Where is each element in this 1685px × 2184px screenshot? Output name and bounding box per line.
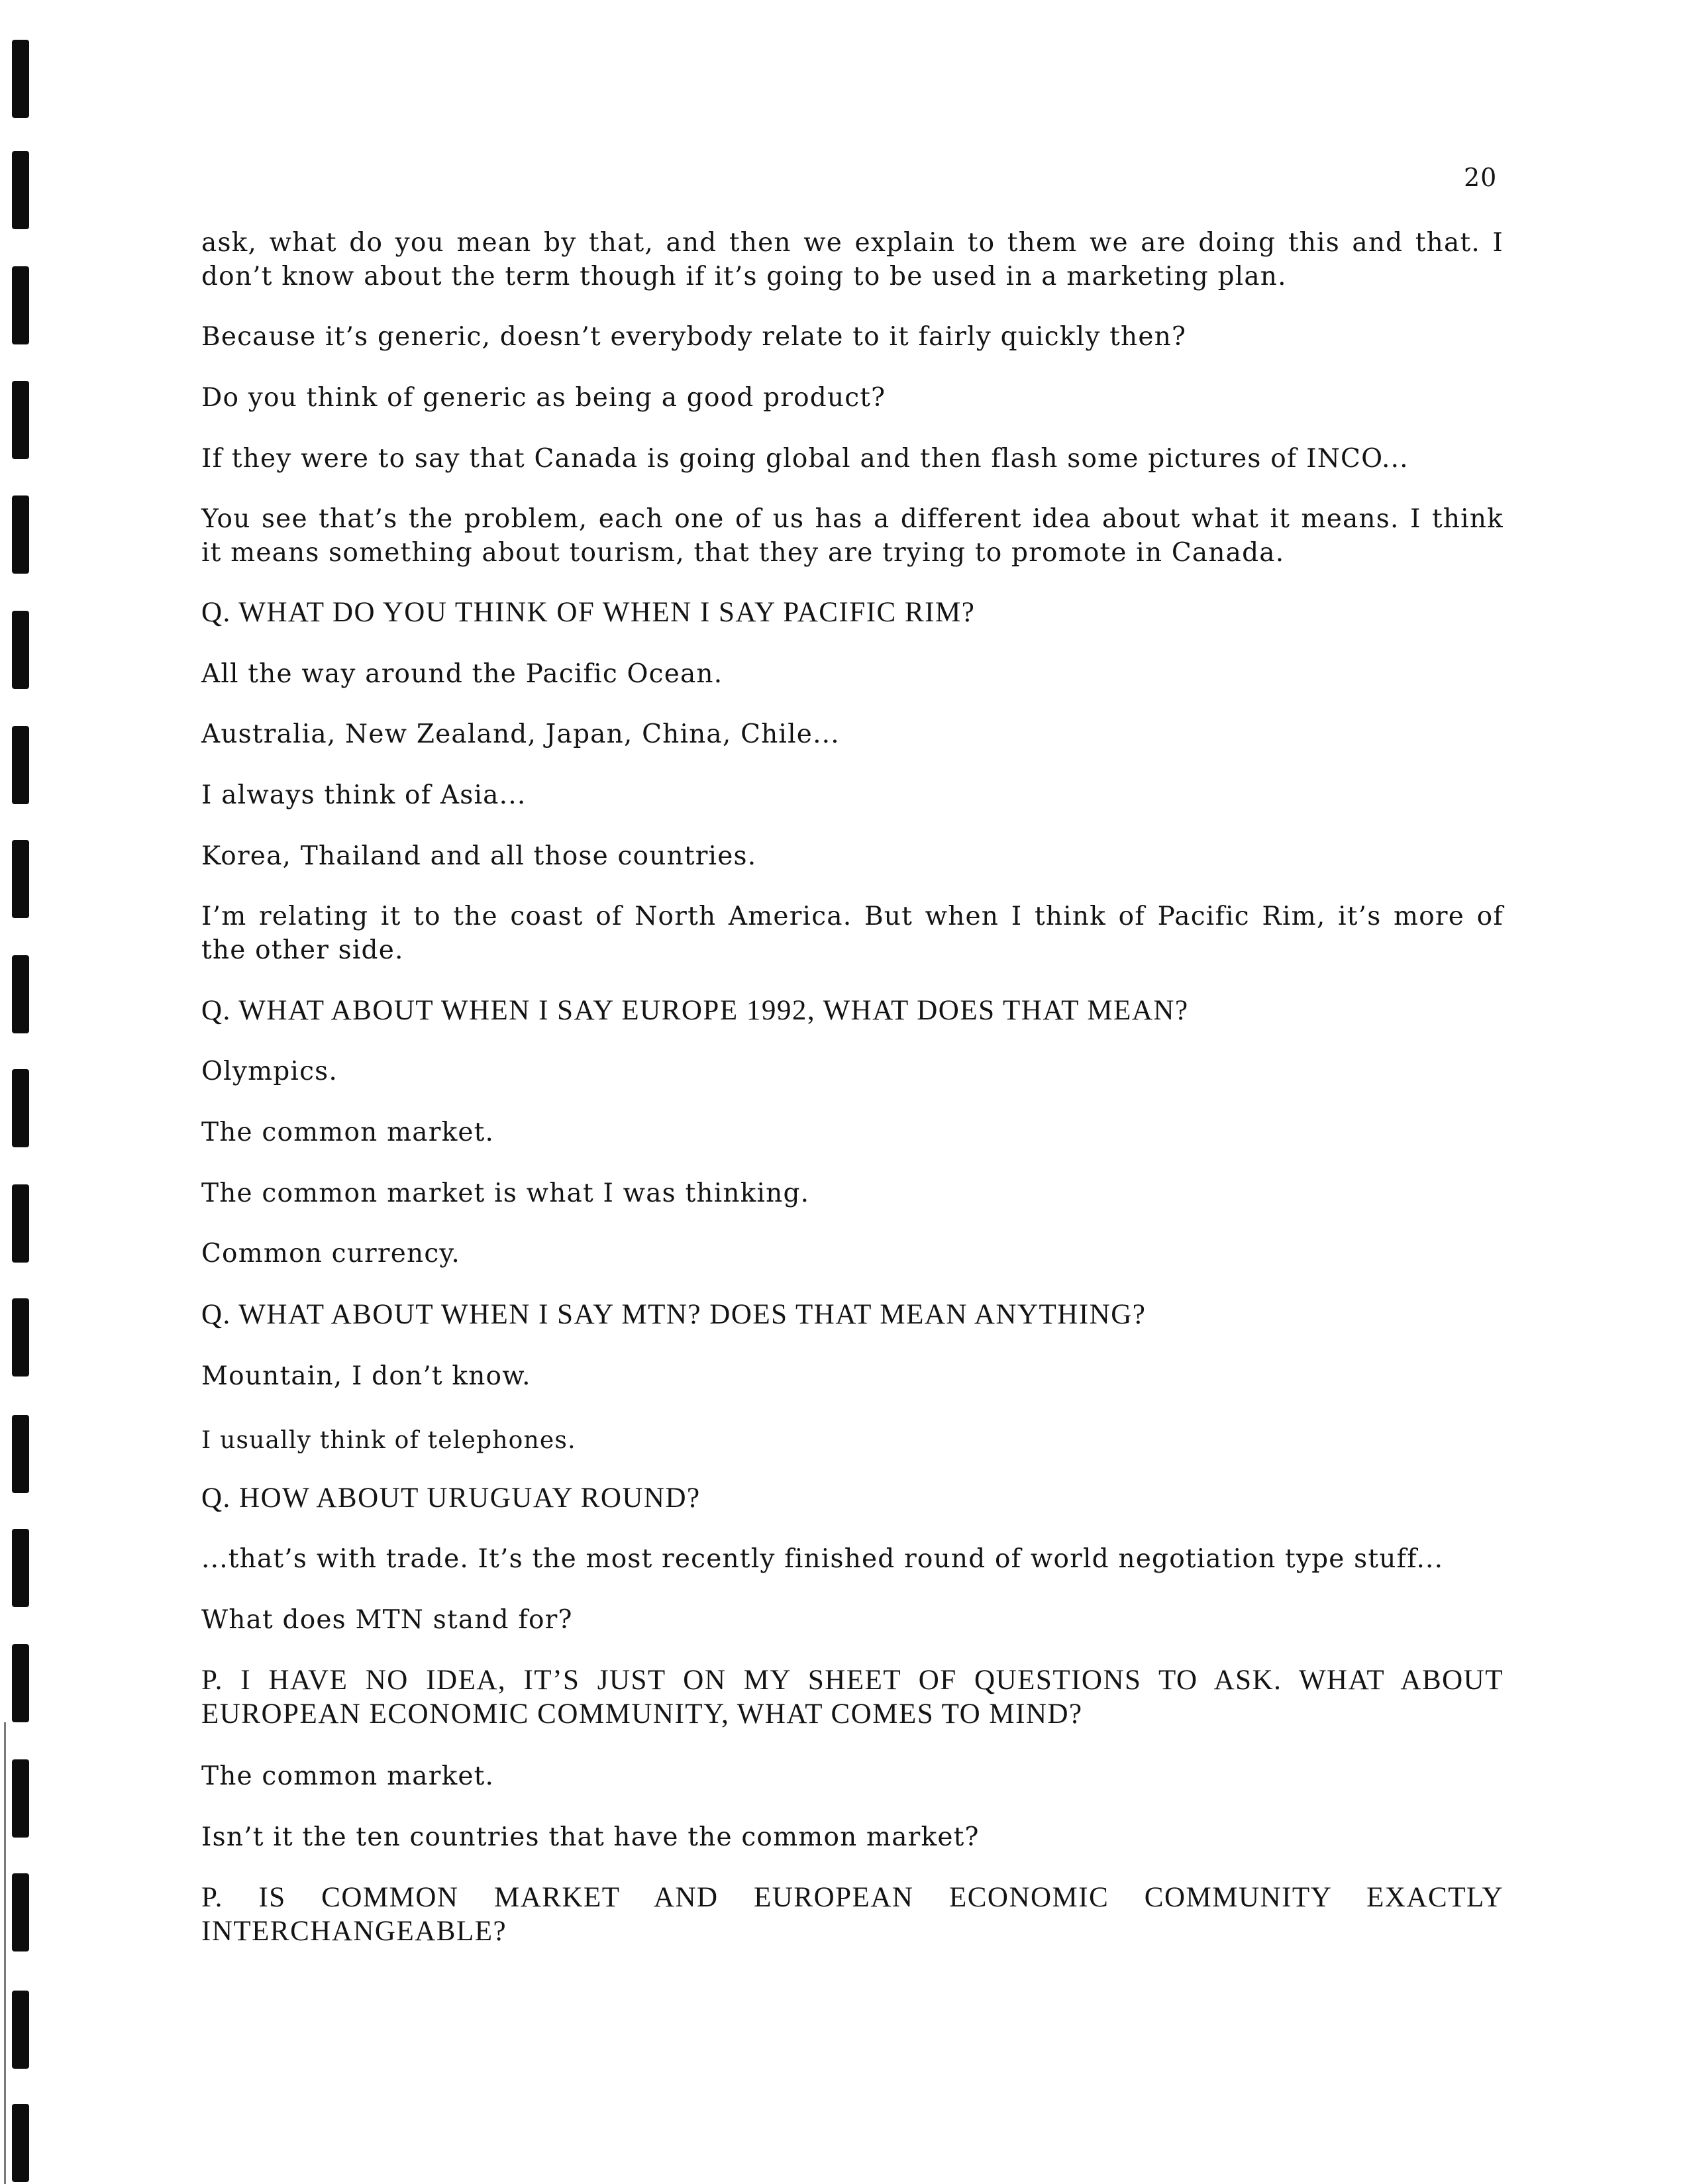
binding-hole-mark: [12, 1759, 29, 1838]
text-line: I’m relating it to the coast of North America. But when I think of Pacific Rim, it’s more of: [201, 902, 1504, 931]
text-line: Korea, Thailand and all those countries.: [201, 841, 757, 871]
text-line: it means something about tourism, that they are trying to promote in Canada.: [201, 538, 1285, 568]
page-number: 20: [1464, 163, 1498, 192]
binding-hole-mark: [12, 495, 29, 574]
binding-hole-mark: [12, 1298, 29, 1377]
text-line: Do you think of generic as being a good product?: [201, 383, 886, 413]
binding-hole-mark: [12, 955, 29, 1033]
margin-rule: [4, 1722, 6, 2184]
text-line: The common market.: [201, 1118, 495, 1147]
question-line: P. IS COMMON MARKET AND EUROPEAN ECONOMIC COMMUNITY EXACTLY: [201, 1882, 1504, 1913]
binding-hole-mark: [12, 1644, 29, 1722]
text-line: What does MTN stand for?: [201, 1605, 573, 1635]
binding-holes: [0, 0, 53, 2184]
text-line: don’t know about the term though if it’s going to be used in a marketing plan.: [201, 262, 1287, 291]
question-line: INTERCHANGEABLE?: [201, 1916, 507, 1947]
text-line: I usually think of telephones.: [201, 1427, 576, 1454]
binding-hole-mark: [12, 1873, 29, 1951]
question-line: EUROPEAN ECONOMIC COMMUNITY, WHAT COMES TO MIND?: [201, 1698, 1083, 1730]
text-line: You see that’s the problem, each one of us has a different idea about what it means. I think: [201, 504, 1504, 534]
text-line: ...that’s with trade. It’s the most recently finished round of world negotiation type stuff...: [201, 1544, 1444, 1574]
text-line: Mountain, I don’t know.: [201, 1361, 531, 1391]
question-line: P. I HAVE NO IDEA, IT’S JUST ON MY SHEET OF QUESTIONS TO ASK. WHAT ABOUT: [201, 1665, 1504, 1696]
binding-hole-mark: [12, 381, 29, 459]
binding-hole-mark: [12, 151, 29, 229]
text-line: Australia, New Zealand, Japan, China, Chile...: [201, 719, 840, 749]
text-line: Isn’t it the ten countries that have the common market?: [201, 1822, 980, 1852]
text-line: Because it’s generic, doesn’t everybody relate to it fairly quickly then?: [201, 322, 1187, 352]
text-line: Common currency.: [201, 1239, 461, 1269]
binding-hole-mark: [12, 1415, 29, 1493]
binding-hole-mark: [12, 611, 29, 689]
text-line: If they were to say that Canada is going global and then flash some pictures of INCO...: [201, 444, 1409, 474]
question-line: Q. HOW ABOUT URUGUAY ROUND?: [201, 1482, 701, 1514]
binding-hole-mark: [12, 726, 29, 804]
text-line: the other side.: [201, 935, 404, 965]
binding-hole-mark: [12, 1069, 29, 1147]
binding-hole-mark: [12, 1184, 29, 1263]
binding-hole-mark: [12, 1991, 29, 2069]
question-line: Q. WHAT ABOUT WHEN I SAY EUROPE 1992, WHAT DOES THAT MEAN?: [201, 995, 1189, 1026]
binding-hole-mark: [12, 1529, 29, 1607]
question-line: Q. WHAT ABOUT WHEN I SAY MTN? DOES THAT MEAN ANYTHING?: [201, 1299, 1147, 1330]
text-line: Olympics.: [201, 1057, 338, 1086]
text-line: ask, what do you mean by that, and then we explain to them we are doing this and that. I: [201, 228, 1504, 258]
text-line: The common market is what I was thinking.: [201, 1178, 810, 1208]
binding-hole-mark: [12, 2104, 29, 2182]
text-line: The common market.: [201, 1761, 495, 1791]
binding-hole-mark: [12, 266, 29, 344]
text-line: I always think of Asia...: [201, 780, 527, 810]
binding-hole-mark: [12, 40, 29, 118]
question-line: Q. WHAT DO YOU THINK OF WHEN I SAY PACIFIC RIM?: [201, 597, 976, 628]
text-line: All the way around the Pacific Ocean.: [201, 659, 723, 689]
binding-hole-mark: [12, 840, 29, 918]
